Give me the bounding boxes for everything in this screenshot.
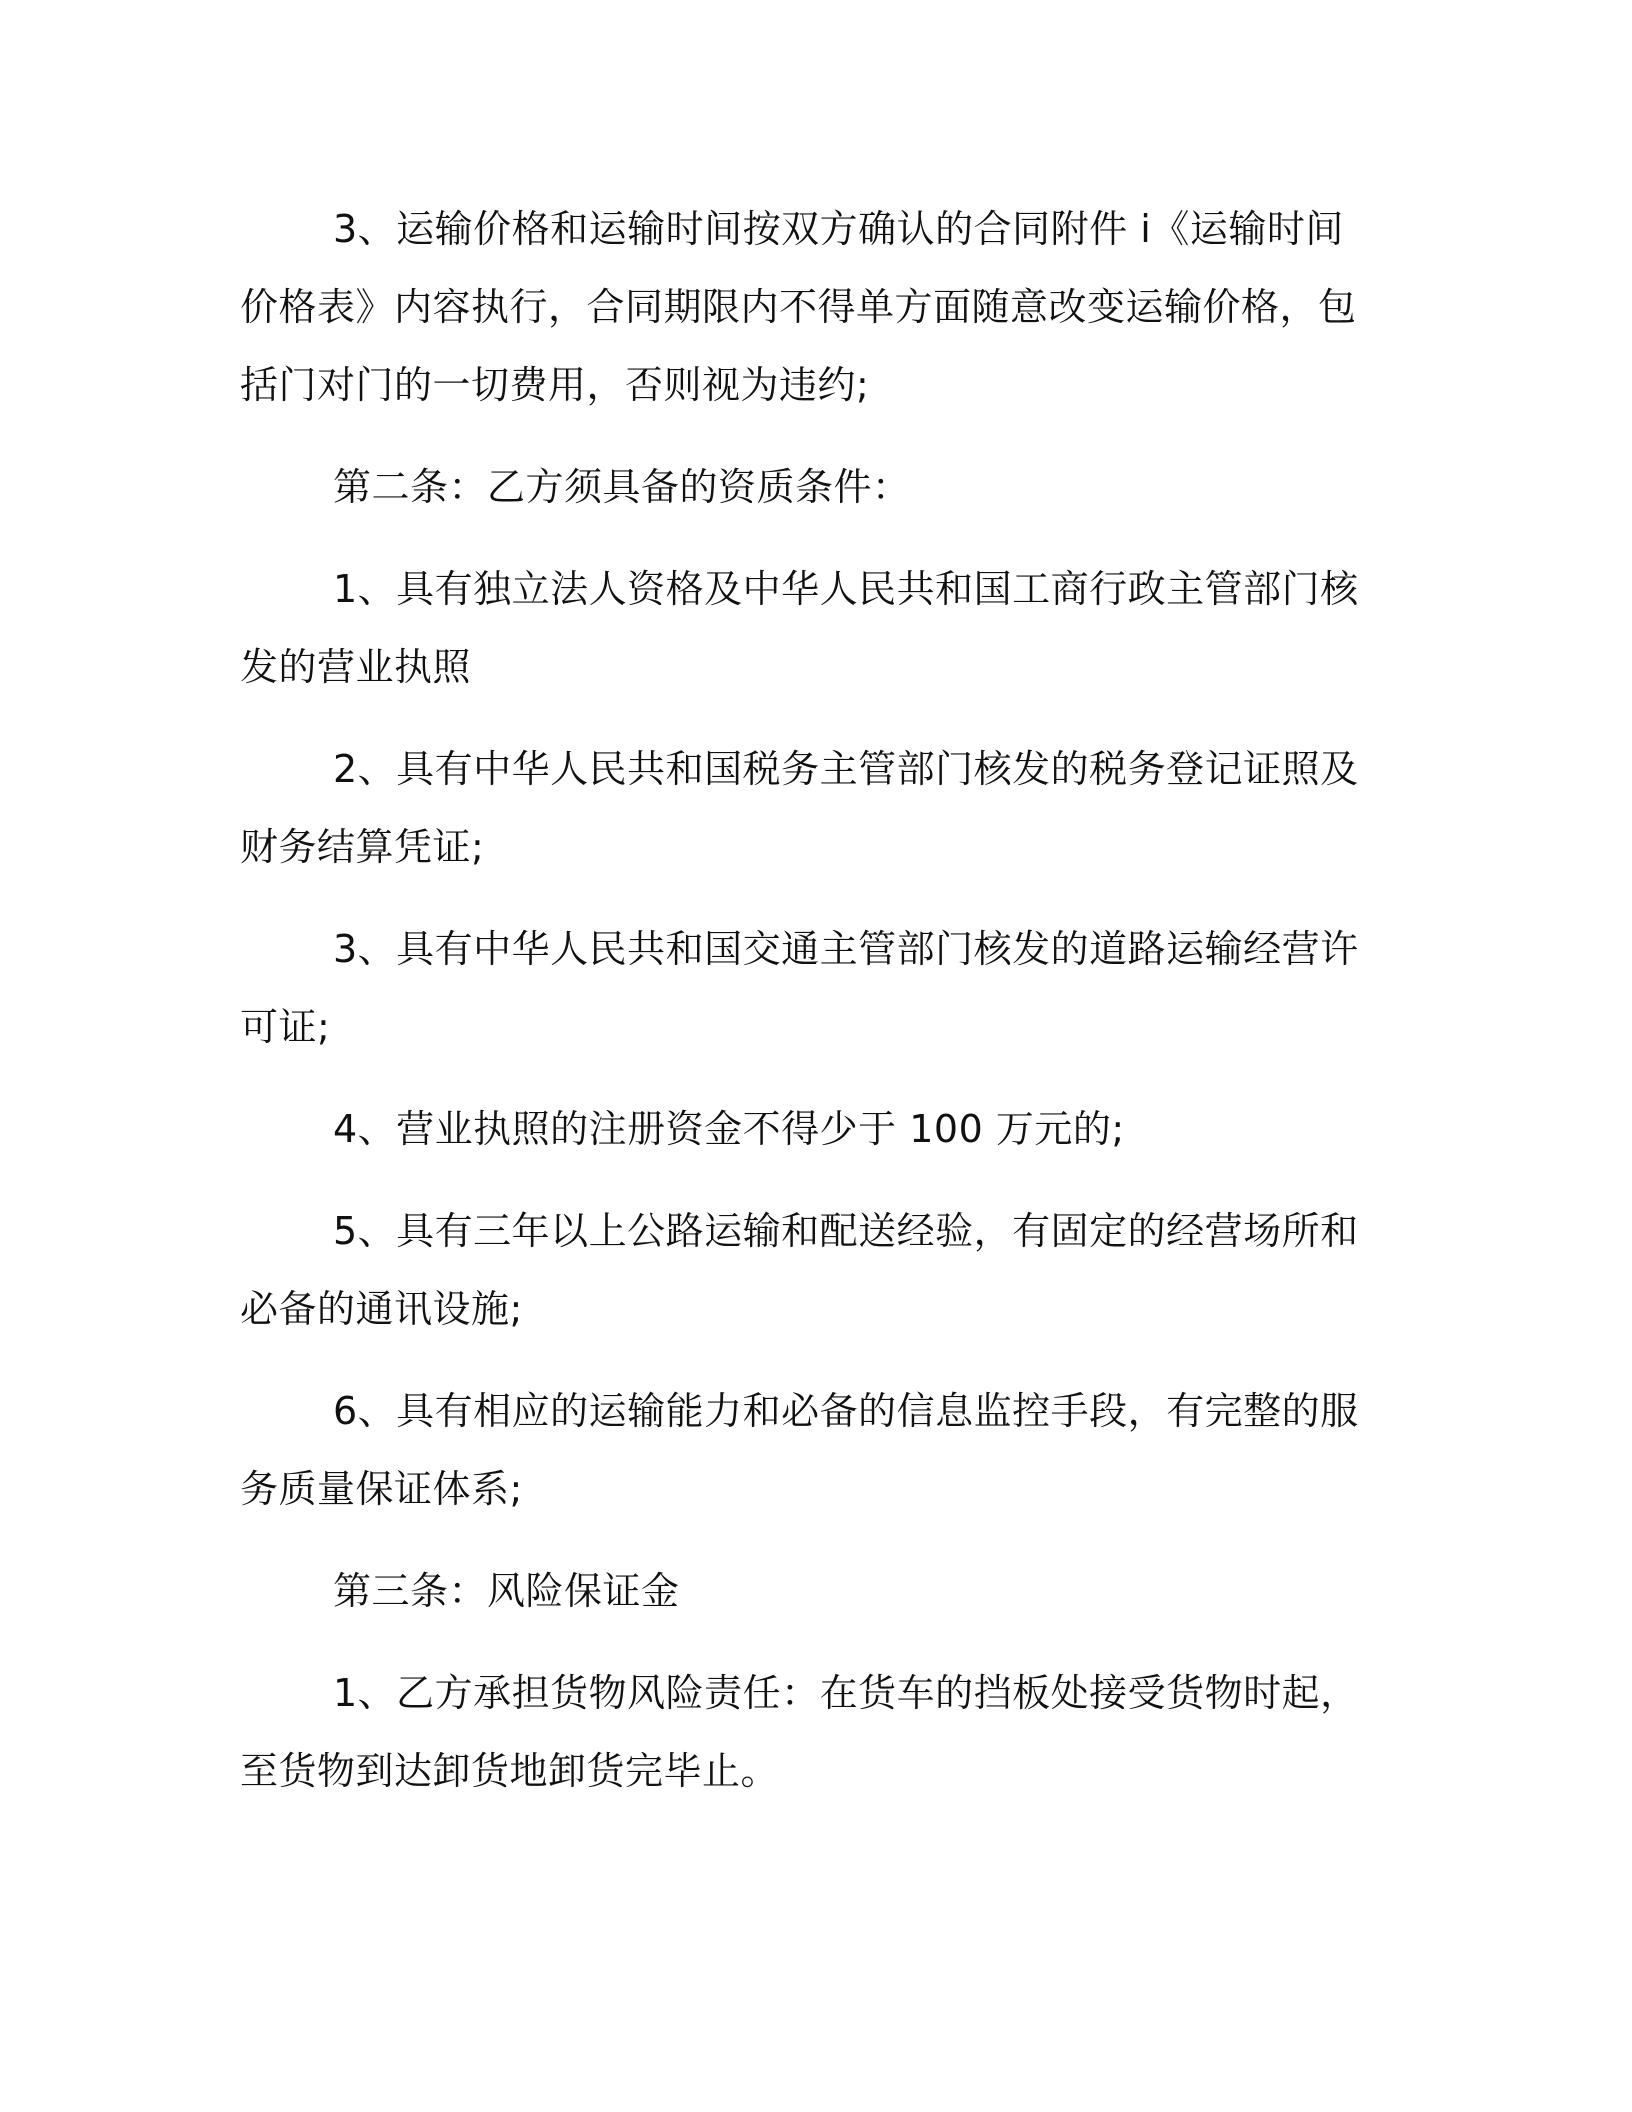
qualification-1: 1、具有独立法人资格及中华人民共和国工商行政主管部门核发的营业执照 <box>240 567 1359 689</box>
qualification-2: 2、具有中华人民共和国税务主管部门核发的税务登记证照及财务结算凭证; <box>240 747 1359 869</box>
risk-clause-1: 1、乙方承担货物风险责任：在货车的挡板处接受货物时起，至货物到达卸货地卸货完毕止。 <box>240 1671 1359 1793</box>
qualification-4: 4、营业执照的注册资金不得少于 100 万元的; <box>333 1107 1125 1151</box>
document-body <box>240 190 1380 1834</box>
article-three-heading: 第三条：风险保证金 <box>333 1569 680 1613</box>
article-two-heading: 第二条：乙方须具备的资质条件： <box>333 465 911 509</box>
qualification-6: 6、具有相应的运输能力和必备的信息监控手段，有完整的服务质量保证体系; <box>240 1389 1359 1511</box>
qualification-5: 5、具有三年以上公路运输和配送经验，有固定的经营场所和必备的通讯设施; <box>240 1209 1359 1331</box>
paragraph-transport-price: 3、运输价格和运输时间按双方确认的合同附件 i《运输时间价格表》内容执行，合同期限内不得单方面随意改变运输价格，包括门对门的一切费用，否则视为违约; <box>240 207 1357 407</box>
qualification-3: 3、具有中华人民共和国交通主管部门核发的道路运输经营许可证; <box>240 927 1359 1049</box>
